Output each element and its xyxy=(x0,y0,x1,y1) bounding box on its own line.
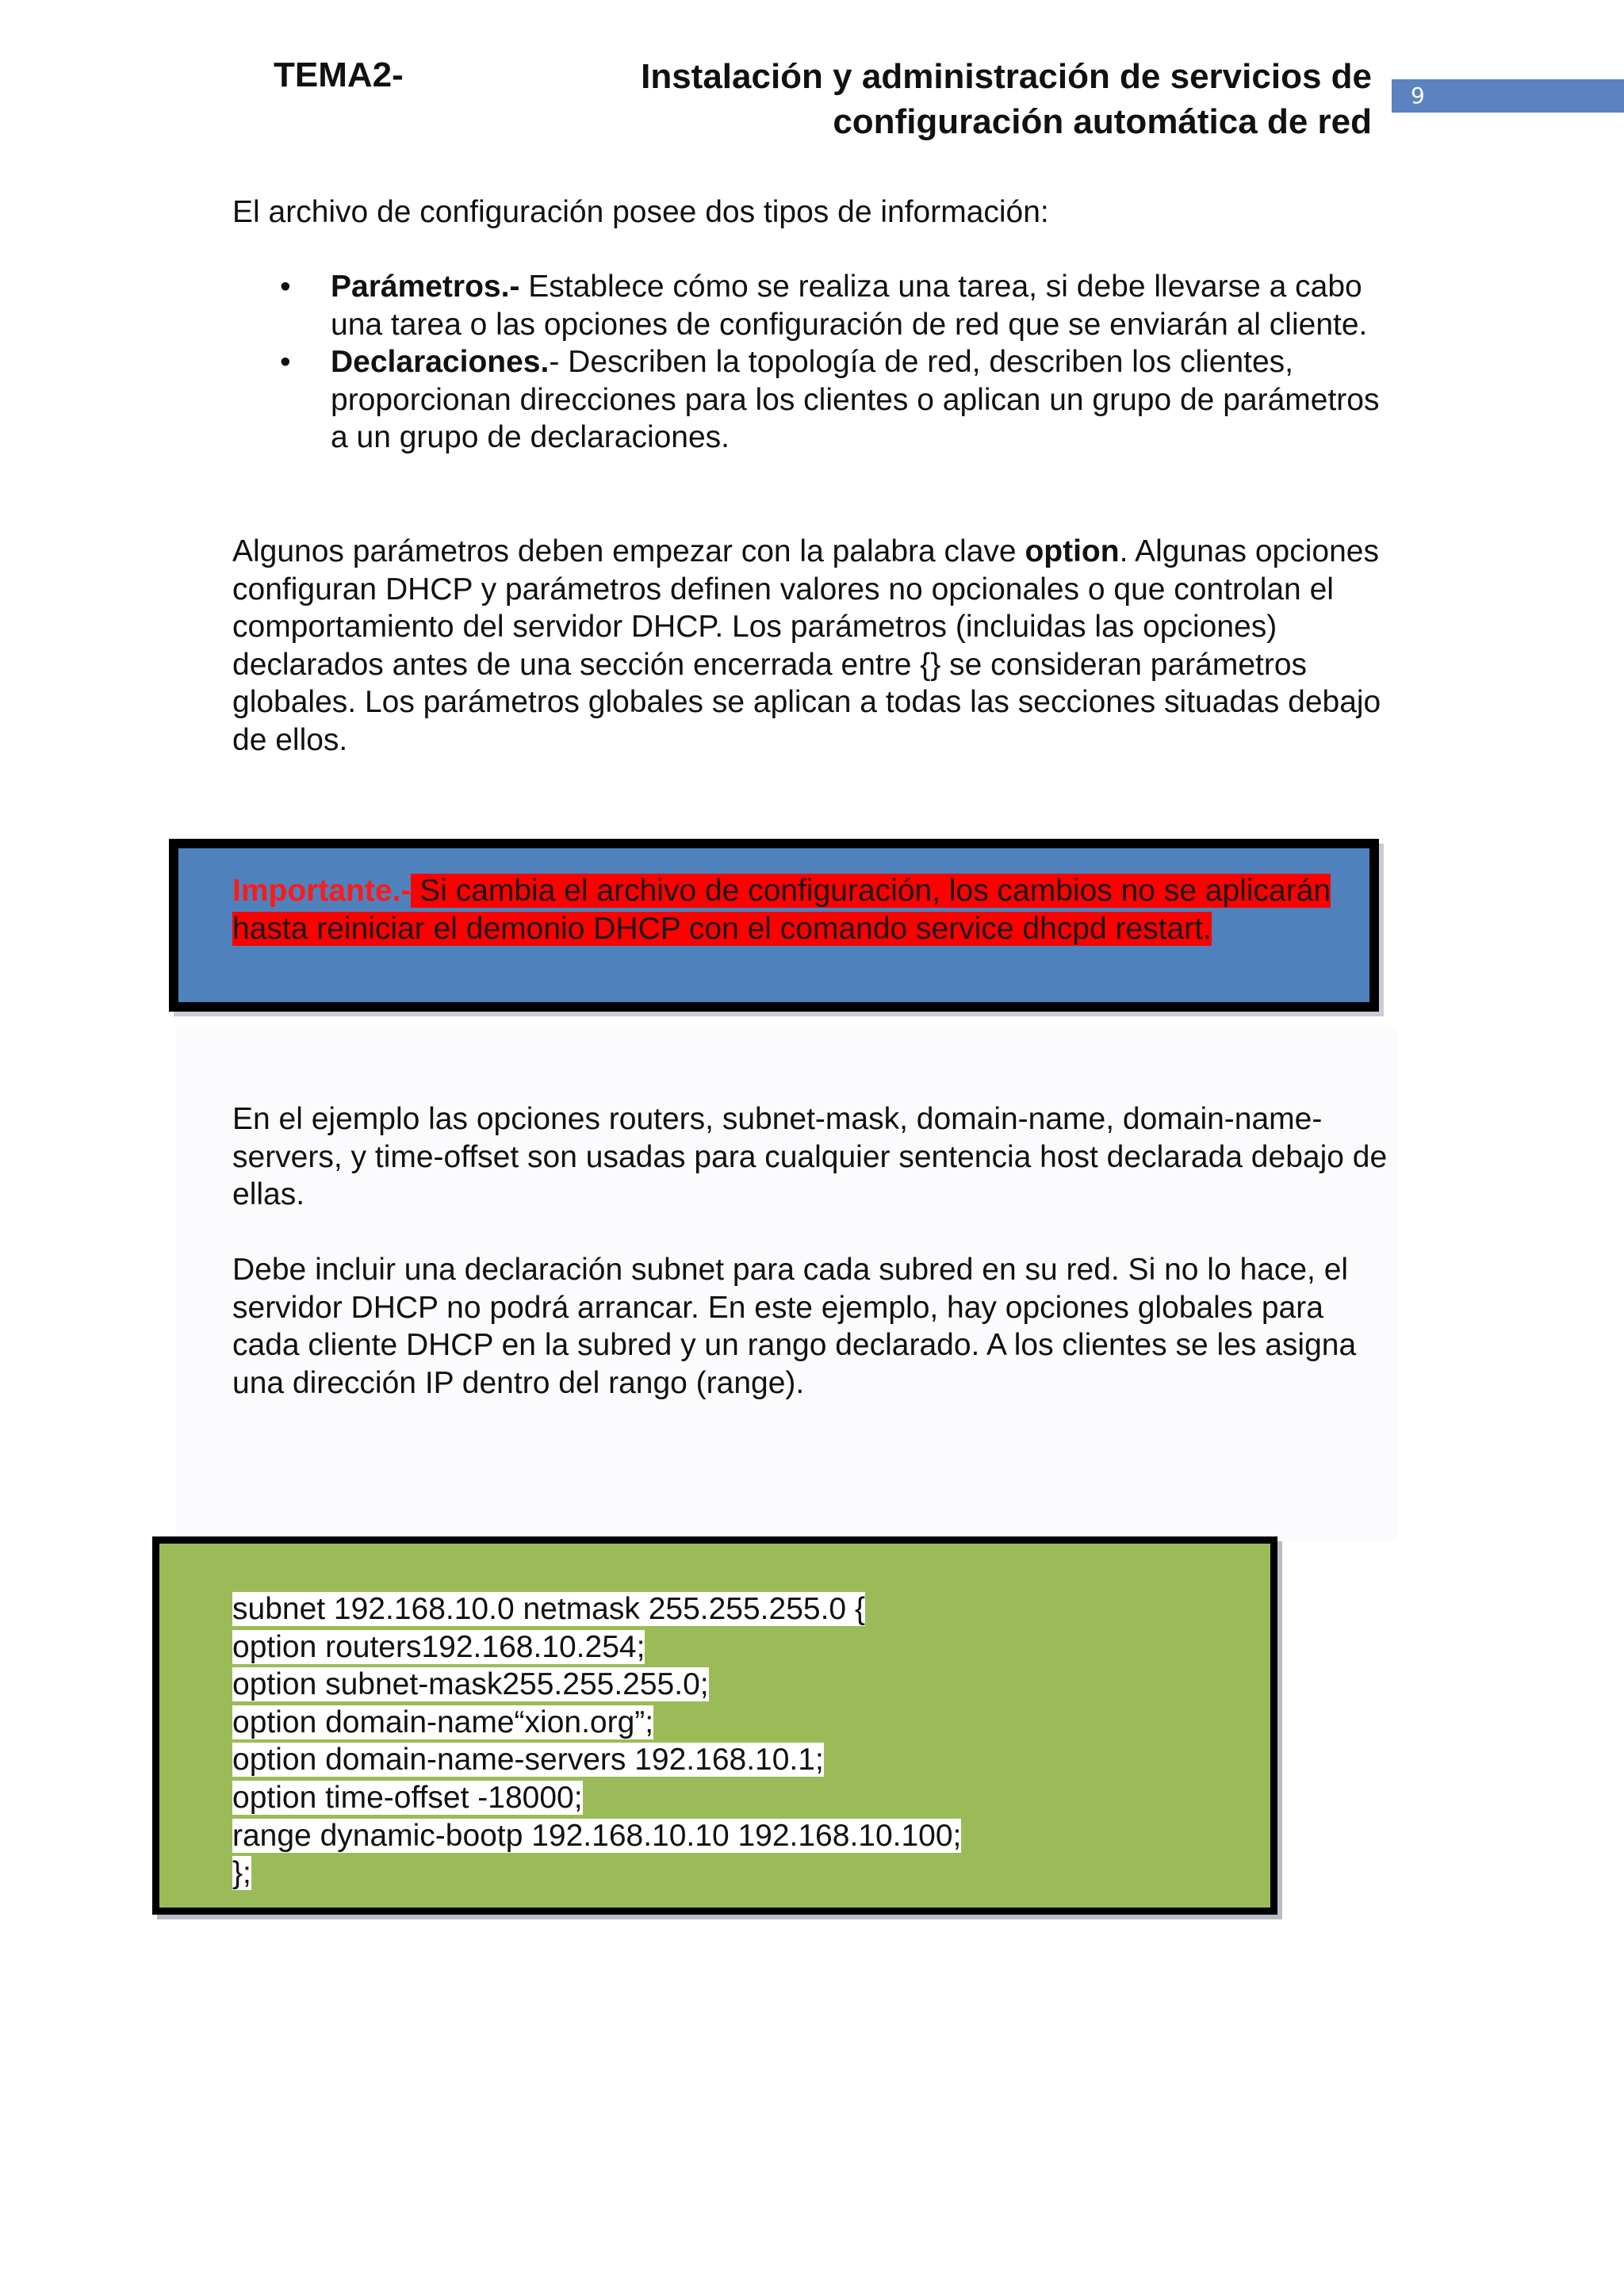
bullet-text: - Describen la topología de red, describen los clientes, proporcionan direcciones para los clientes o aplican un grupo de parámetros a un grupo de declaraciones. xyxy=(331,345,1380,455)
code-line: option subnet-mask255.255.255.0; xyxy=(232,1667,709,1702)
paragraph-text: Algunos parámetros deben empezar con la palabra clave xyxy=(232,534,1025,568)
importante-text: Si cambia el archivo de configuración, los cambios no se aplicarán hasta reiniciar el demonio DHCP con el comando service dhcpd restart. xyxy=(232,874,1331,946)
code-line: option routers192.168.10.254; xyxy=(232,1629,645,1664)
bullet-item-declaraciones xyxy=(232,343,1398,457)
page-title-line-1: Instalación y administración de servicios de xyxy=(641,57,1372,96)
code-line: option domain-name“xion.org”; xyxy=(232,1705,654,1739)
page-number: 9 xyxy=(1411,82,1425,109)
importante-note xyxy=(232,872,1342,947)
importante-label: Importante.- xyxy=(232,874,412,908)
bullet-term: Declaraciones. xyxy=(331,345,550,380)
paragraph-option-keyword xyxy=(232,533,1398,760)
paragraph-subnet-declaration: Debe incluir una declaración subnet para cada subred en su red. Si no lo hace, el servidor DHCP no podrá arrancar. En este ejemplo, hay opciones globales para cada cliente DHCP en la subred y un rango declarado. A los clientes se les asigna una dirección IP dentro del rango (range). xyxy=(232,1253,1357,1400)
page-title-line-2: configuración automática de red xyxy=(833,102,1372,141)
paragraph-options-example: En el ejemplo las opciones routers, subnet-mask, domain-name, domain-name-servers, y time-offset son usadas para cualquier sentencia host declarada debajo de ellas. xyxy=(232,1102,1388,1212)
page-title xyxy=(492,54,1372,144)
code-line: }; xyxy=(232,1856,251,1891)
code-line: option time-offset -18000; xyxy=(232,1780,583,1815)
bullet-icon: • xyxy=(280,270,291,304)
bullet-icon: • xyxy=(280,345,291,380)
code-line: option domain-name-servers 192.168.10.1; xyxy=(232,1743,824,1777)
paragraph-text: . Algunas opciones configuran DHCP y parámetros definen valores no opcionales o que controlan el comportamiento del servidor DHCP. Los parámetros (incluidas las opciones) declarados antes de una sección encerrada entre {} se consideran parámetros globales. Los parámetros globales se aplican a todas las secciones situadas debajo de ellos. xyxy=(232,534,1381,757)
code-line: range dynamic-bootp 192.168.10.10 192.168.10.100; xyxy=(232,1818,962,1853)
bullet-item-parametros xyxy=(232,268,1398,343)
bullet-list xyxy=(232,268,1398,457)
bullet-text: Establece cómo se realiza una tarea, si debe llevarse a cabo una tarea o las opciones de configuración de red que se enviarán al cliente. xyxy=(331,270,1368,342)
chapter-label: TEMA2- xyxy=(274,55,404,94)
intro-paragraph: El archivo de configuración posee dos tipos de información: xyxy=(232,195,1049,229)
bullet-term: Parámetros.- xyxy=(331,270,520,304)
code-block xyxy=(232,1590,1263,1892)
keyword-option: option xyxy=(1025,534,1120,568)
code-line: subnet 192.168.10.0 netmask 255.255.255.0 { xyxy=(232,1592,865,1626)
page-number-tab xyxy=(1392,79,1624,113)
